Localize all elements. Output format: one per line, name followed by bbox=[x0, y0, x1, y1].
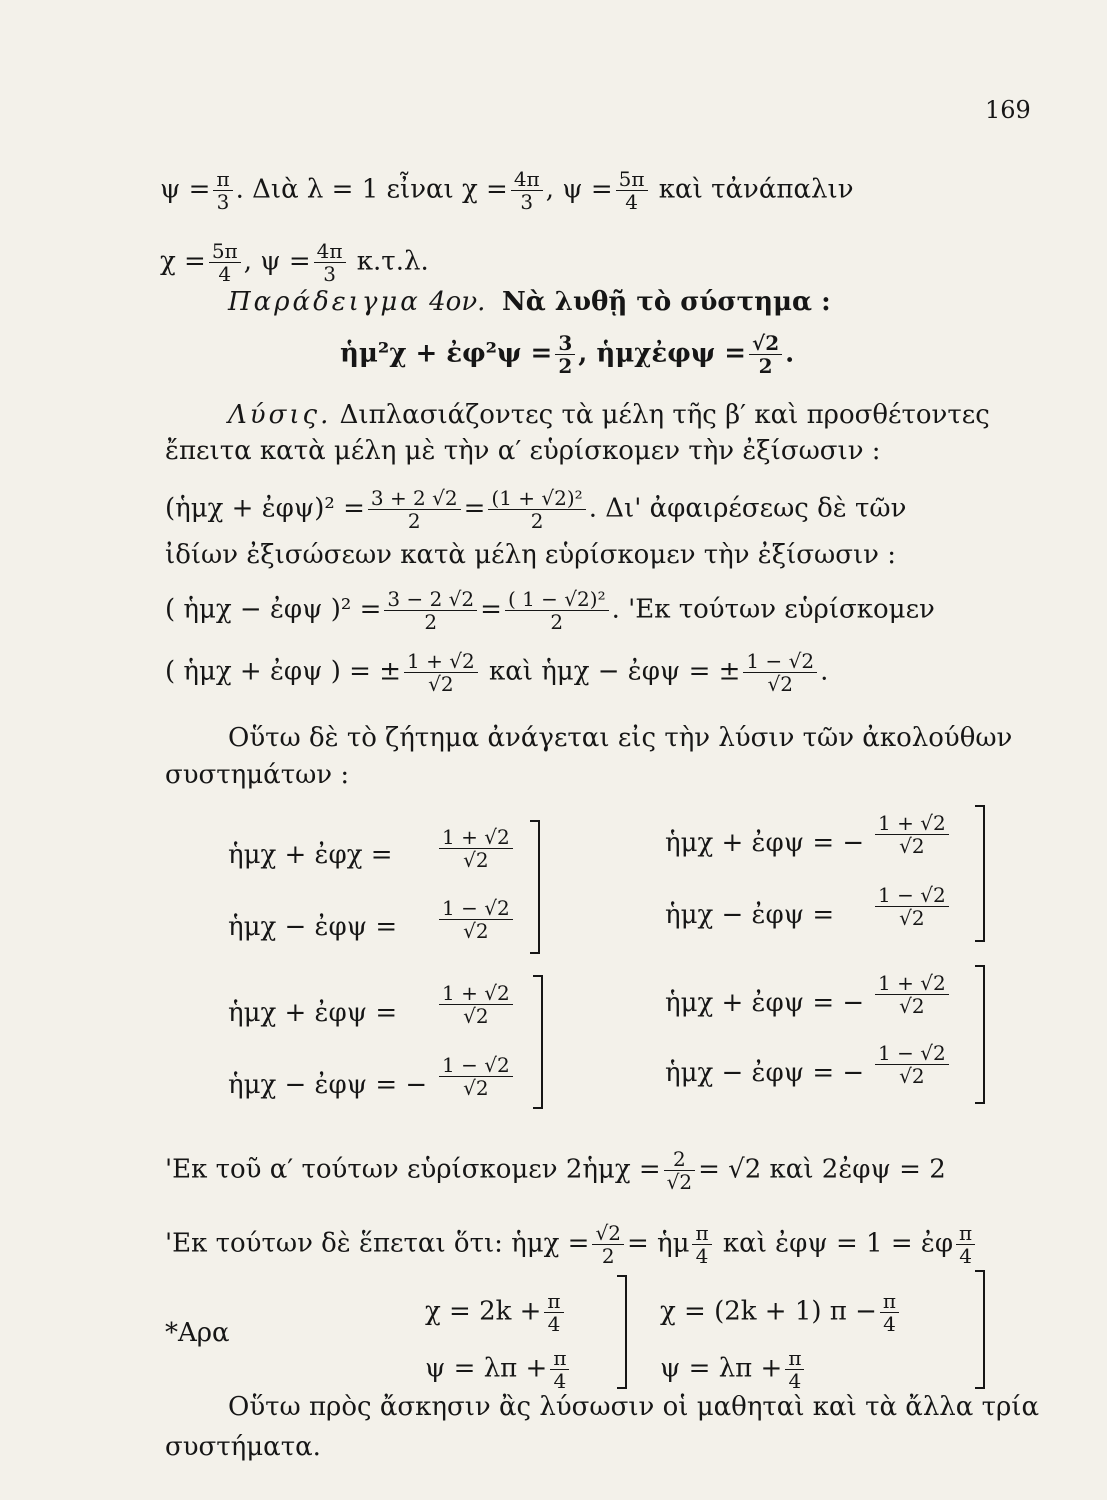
fraction: $\frac{5\pi}{4}$ bbox=[209, 240, 241, 285]
system-4-fraction-1: $\frac{1 + √2}{√2}$ bbox=[872, 972, 952, 1017]
system-4-eq-1: ἡμχ + ἐφψ = − bbox=[665, 988, 865, 1018]
fraction: $\frac{5\pi}{4}$ bbox=[616, 168, 648, 213]
system-3-fraction-2: $\frac{1 - √2}{√2}$ bbox=[436, 1054, 516, 1099]
equation-line-psi: ψ = $\frac{\pi}{3}$ . Διὰ λ = 1 εἶναι χ = $\frac{4\pi}{3}$ , ψ = $\frac{5\pi}{4}$ καὶ τἀνάπαλιν bbox=[160, 167, 854, 214]
fraction: $\frac{3 + 2 √2}{2}$ bbox=[368, 487, 461, 532]
fraction: $\frac{\text{( 1 − √2)²}}{2}$ bbox=[505, 588, 609, 633]
result-brace-2 bbox=[975, 1270, 985, 1389]
result-chi-1: χ = 2k + $\frac{\pi}{4}$ bbox=[425, 1290, 567, 1335]
system-3-eq-1: ἡμχ + ἐφψ = bbox=[228, 998, 398, 1028]
system-2-fraction-1: $\frac{1 + √2}{√2}$ bbox=[872, 812, 952, 857]
fraction: $\frac{√2}{2}$ bbox=[592, 1222, 623, 1267]
solution-equation-1: (ἡμχ + ἐφψ)² = $\frac{3 + 2 √2}{2}$ = $\frac{\text{(1 + √2)²}}{2}$ . Δι' ἀφαιρέσεως δὲ τῶν bbox=[165, 486, 907, 533]
solution-line-2: ἔπειτα κατὰ μέλη μὲ τὴν α′ εὑρίσκομεν τὴν ἐξίσωσιν : bbox=[165, 436, 881, 466]
system-3-fraction-1: $\frac{1 + √2}{√2}$ bbox=[436, 982, 516, 1027]
fraction: $\frac{1 + √2}{√2}$ bbox=[404, 650, 478, 695]
solution-line-3: ἰδίων ἐξισώσεων κατὰ μέλη εὑρίσκομεν τὴν ἐξίσωσιν : bbox=[165, 540, 896, 570]
system-1-fraction-2: $\frac{1 - √2}{√2}$ bbox=[436, 897, 516, 942]
system-1-fraction-1: $\frac{1 + √2}{√2}$ bbox=[436, 826, 516, 871]
system-3-brace bbox=[533, 975, 543, 1109]
system-2-eq-1: ἡμχ + ἐφψ = − bbox=[665, 828, 865, 858]
equation-line-chi: χ = $\frac{5\pi}{4}$ , ψ = $\frac{4\pi}{3}$ κ.τ.λ. bbox=[160, 239, 429, 286]
solution-line-1: Λύσις. Διπλασιάζοντες τὰ μέλη τῆς β′ καὶ προσθέτοντες bbox=[228, 400, 990, 430]
fraction: $\frac{\pi}{4}$ bbox=[692, 1222, 711, 1267]
example-heading: Παράδειγμα 4ον. Νὰ λυθῇ τὸ σύστημα : bbox=[228, 287, 831, 317]
fraction: $\frac{1 - √2}{√2}$ bbox=[743, 650, 817, 695]
solution-equation-3: ( ἡμχ + ἐφψ ) = ± $\frac{1 + √2}{√2}$ καὶ ἡμχ − ἐφψ = ± $\frac{1 - √2}{√2}$ . bbox=[165, 649, 829, 696]
fraction: $\frac{4\pi}{3}$ bbox=[511, 168, 543, 213]
system-2-fraction-2: $\frac{1 - √2}{√2}$ bbox=[872, 884, 952, 929]
system-4-eq-2: ἡμχ − ἐφψ = − bbox=[665, 1058, 865, 1088]
system-1-eq-2: ἡμχ − ἐφψ = bbox=[228, 912, 398, 942]
fraction: $\frac{\pi}{4}$ bbox=[956, 1222, 975, 1267]
fraction: $\frac{3 - 2 √2}{2}$ bbox=[384, 588, 477, 633]
closing-line-2: συστήματα. bbox=[165, 1432, 321, 1462]
fraction: $\frac{3}{2}$ bbox=[555, 332, 575, 377]
fraction: $\frac{\pi}{3}$ bbox=[213, 168, 232, 213]
system-2-brace bbox=[975, 805, 985, 942]
result-chi-2: χ = (2k + 1) π − $\frac{\pi}{4}$ bbox=[660, 1290, 902, 1335]
page-number: 169 bbox=[985, 96, 1031, 124]
system-1-brace bbox=[530, 820, 540, 954]
closing-line-1: Οὕτω πρὸς ἄσκησιν ἂς λύσωσιν οἱ μαθηταὶ καὶ τὰ ἄλλα τρία bbox=[228, 1392, 1040, 1422]
result-psi-2: ψ = λπ + $\frac{\pi}{4}$ bbox=[660, 1347, 807, 1392]
fraction: $\frac{√2}{2}$ bbox=[749, 332, 782, 377]
conclusion-line-1: 'Εκ τοῦ α′ τούτων εὑρίσκομεν 2ἡμχ = $\frac{2}{√2}$ = √2 καὶ 2ἐφψ = 2 bbox=[165, 1147, 946, 1194]
result-brace-1 bbox=[617, 1275, 627, 1389]
system-4-brace bbox=[975, 965, 985, 1104]
system-2-eq-2: ἡμχ − ἐφψ = bbox=[665, 900, 835, 930]
solution-equation-2: ( ἡμχ − ἐφψ )² = $\frac{3 - 2 √2}{2}$ = $\frac{\text{( 1 − √2)²}}{2}$ . 'Εκ τούτων εὑρίσκομεν bbox=[165, 587, 935, 634]
ara-label: *Αρα bbox=[165, 1318, 230, 1348]
solution-line-4: Οὕτω δὲ τὸ ζήτημα ἀνάγεται εἰς τὴν λύσιν τῶν ἀκολούθων bbox=[228, 723, 1013, 753]
solution-line-5: συστημάτων : bbox=[165, 760, 350, 790]
system-4-fraction-2: $\frac{1 - √2}{√2}$ bbox=[872, 1042, 952, 1087]
fraction: $\frac{\text{(1 + √2)²}}{2}$ bbox=[488, 487, 585, 532]
system-3-eq-2: ἡμχ − ἐφψ = − bbox=[228, 1070, 428, 1100]
system-1-eq-1: ἡμχ + ἐφχ = bbox=[228, 840, 393, 870]
conclusion-line-2: 'Εκ τούτων δὲ ἕπεται ὅτι: ἡμχ = $\frac{√2}{2}$ = ἡμ $\frac{\pi}{4}$ καὶ ἐφψ = 1 = ἐφ $\frac{\pi}{4}$ bbox=[165, 1222, 978, 1267]
example-system: ἡμ²χ + ἐφ²ψ = $\frac{3}{2}$ , ἡμχἐφψ = $\frac{√2}{2}$ . bbox=[340, 331, 795, 378]
fraction: $\frac{2}{√2}$ bbox=[664, 1148, 695, 1193]
fraction: $\frac{4\pi}{3}$ bbox=[314, 240, 346, 285]
result-psi-1: ψ = λπ + $\frac{\pi}{4}$ bbox=[425, 1347, 572, 1392]
